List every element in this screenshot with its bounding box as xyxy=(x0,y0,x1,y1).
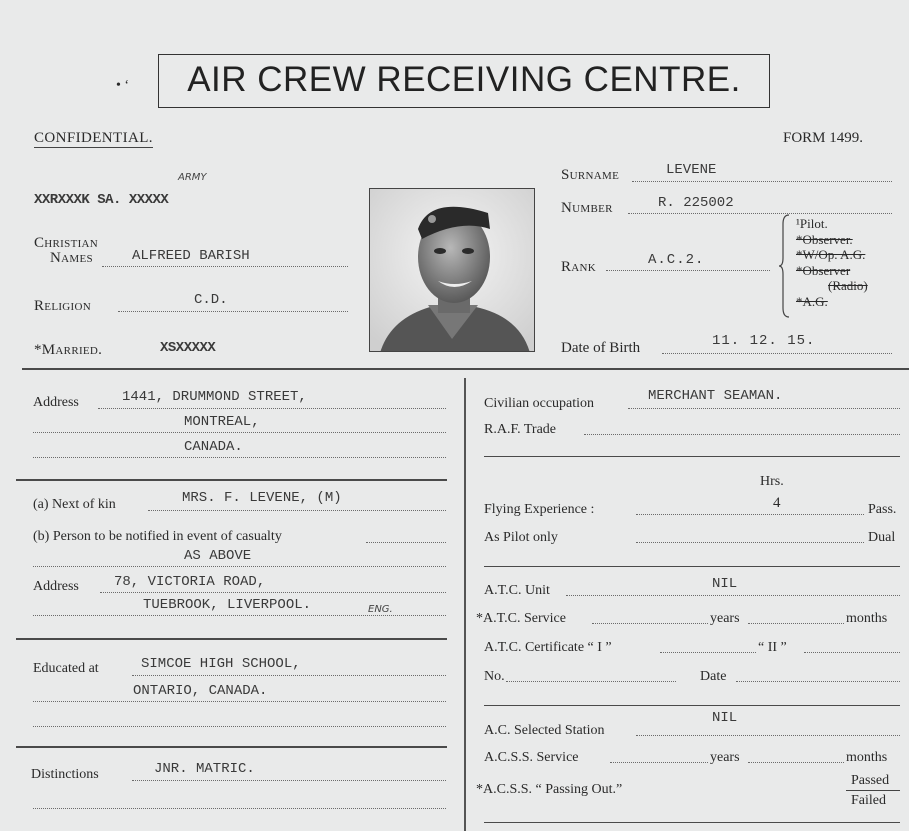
religion-line xyxy=(118,311,348,312)
dob-value: 11. 12. 15. xyxy=(712,333,816,349)
ac-station-label: A.C. Selected Station xyxy=(484,723,605,738)
married-label: *Married. xyxy=(34,342,103,358)
dob-label: Date of Birth xyxy=(561,340,641,356)
religion-value: C.D. xyxy=(194,292,228,308)
distinctions-value: JNR. MATRIC. xyxy=(154,761,255,777)
rank-options: ¹Pilot. *Observer. *W/Op. A.G. *Observer (Radio) *A.G. xyxy=(796,216,868,309)
atc-service-label: *A.T.C. Service xyxy=(476,611,566,626)
flying-hrs-value: 4 xyxy=(773,495,781,511)
address2-line-2: TUEBROOK, LIVERPOOL. xyxy=(143,597,312,613)
atc-cert-label: A.T.C. Certificate “ I ” xyxy=(484,640,612,655)
christian-names-line xyxy=(102,266,348,267)
right-divider-3 xyxy=(484,705,900,706)
educated-line-2: ONTARIO, CANADA. xyxy=(133,683,268,699)
address-line-2: MONTREAL, xyxy=(184,414,260,430)
number-value: R. 225002 xyxy=(658,195,734,211)
right-divider-2 xyxy=(484,566,900,567)
address2-line-1: 78, VICTORIA ROAD, xyxy=(114,574,266,590)
raf-trade-line xyxy=(584,434,900,435)
dob-line xyxy=(662,353,892,354)
failed-label: Failed xyxy=(851,793,886,808)
acss-years-line xyxy=(610,762,708,763)
christian-names-label: Christian Names xyxy=(34,235,99,266)
form-title: AIR CREW RECEIVING CENTRE. xyxy=(158,54,770,108)
address-dotline-3 xyxy=(33,457,446,458)
atc-unit-label: A.T.C. Unit xyxy=(484,583,550,598)
civ-occ-value: MERCHANT SEAMAN. xyxy=(648,388,783,404)
religion-label: Religion xyxy=(34,298,92,314)
address2-dotline-2 xyxy=(33,615,446,616)
next-of-kin-value: MRS. F. LEVENE, (M) xyxy=(182,490,342,506)
surname-value: LEVENE xyxy=(666,162,717,178)
ac-station-line xyxy=(636,735,900,736)
right-divider-1 xyxy=(484,456,900,457)
surname-line xyxy=(632,181,892,182)
dual-label: Dual xyxy=(868,530,896,545)
service-handwritten: ARMY xyxy=(178,172,207,183)
christian-names-value: ALFREED BARISH xyxy=(132,248,250,264)
atc-months-label: months xyxy=(846,611,888,626)
atc-unit-value: NIL xyxy=(712,576,738,592)
left-divider-3 xyxy=(16,746,447,748)
educated-label: Educated at xyxy=(33,661,99,676)
form-number: FORM 1499. xyxy=(783,130,864,146)
next-of-kin-line xyxy=(148,510,446,511)
flying-line xyxy=(636,514,864,515)
next-of-kin-label: (a) Next of kin xyxy=(33,497,116,512)
flying-label: Flying Experience : xyxy=(484,502,595,517)
date-line xyxy=(736,681,900,682)
civ-occ-line xyxy=(628,408,900,409)
educated-dotline-3 xyxy=(33,726,446,727)
raf-trade-label: R.A.F. Trade xyxy=(484,422,557,437)
acss-service-label: A.C.S.S. Service xyxy=(484,750,579,765)
atc-years-label: years xyxy=(710,611,740,626)
notify-value: AS ABOVE xyxy=(184,548,252,564)
column-divider xyxy=(464,378,466,831)
stray-mark: • ‘ xyxy=(116,78,130,93)
number-line xyxy=(628,213,892,214)
header-divider xyxy=(22,368,909,370)
address2-dotline-1 xyxy=(100,592,446,593)
acss-months-line xyxy=(748,762,844,763)
educated-dotline-2 xyxy=(33,701,446,702)
notify-line-2 xyxy=(33,566,446,567)
address-line-3: CANADA. xyxy=(184,439,243,455)
passed-failed-divider xyxy=(846,790,900,791)
rank-value: A.C.2. xyxy=(648,252,705,268)
distinctions-dotline-2 xyxy=(33,808,446,809)
address-label: Address xyxy=(33,395,79,410)
notify-label: (b) Person to be notified in event of casualty xyxy=(33,529,282,544)
address2-label: Address xyxy=(33,579,79,594)
pilot-only-label: As Pilot only xyxy=(484,530,558,545)
number-label: Number xyxy=(561,200,613,216)
right-divider-4 xyxy=(484,822,900,823)
address-dotline-2 xyxy=(33,432,446,433)
surname-label: Surname xyxy=(561,167,620,183)
pilot-only-line xyxy=(636,542,864,543)
rank-line xyxy=(606,270,770,271)
service-struck: XXRXXXK SA. XXXXX xyxy=(34,192,169,208)
ac-station-value: NIL xyxy=(712,710,738,726)
left-divider-1 xyxy=(16,479,447,481)
educated-line-1: SIMCOE HIGH SCHOOL, xyxy=(141,656,301,672)
acss-pass-label: *A.C.S.S. “ Passing Out.” xyxy=(476,782,623,797)
rank-brace xyxy=(778,214,790,318)
atc-cert-2-label: “ II ” xyxy=(758,640,787,655)
portrait-photo xyxy=(369,188,535,352)
atc-months-line xyxy=(748,623,844,624)
passed-label: Passed xyxy=(851,773,890,788)
portrait-image xyxy=(370,189,535,352)
address-line-1: 1441, DRUMMOND STREET, xyxy=(122,389,307,405)
address-dotline-1 xyxy=(98,408,446,409)
educated-dotline-1 xyxy=(132,675,446,676)
notify-line-1 xyxy=(366,542,446,543)
atc-cert-line-1 xyxy=(660,652,756,653)
distinctions-dotline-1 xyxy=(132,780,446,781)
atc-cert-line-2 xyxy=(804,652,900,653)
no-line xyxy=(506,681,676,682)
acss-years-label: years xyxy=(710,750,740,765)
married-value: XSXXXXX xyxy=(160,340,216,356)
atc-years-line xyxy=(592,623,708,624)
no-label: No. xyxy=(484,669,505,684)
pass-label: Pass. xyxy=(868,502,897,517)
atc-unit-line xyxy=(566,595,900,596)
civ-occ-label: Civilian occupation xyxy=(484,396,595,411)
distinctions-label: Distinctions xyxy=(31,767,99,782)
acss-months-label: months xyxy=(846,750,888,765)
address2-handwritten: ENG. xyxy=(368,604,393,615)
rank-label: Rank xyxy=(561,259,597,275)
confidential-label: CONFIDENTIAL. xyxy=(34,130,153,146)
hrs-label: Hrs. xyxy=(760,474,784,489)
date-label: Date xyxy=(700,669,727,684)
left-divider-2 xyxy=(16,638,447,640)
